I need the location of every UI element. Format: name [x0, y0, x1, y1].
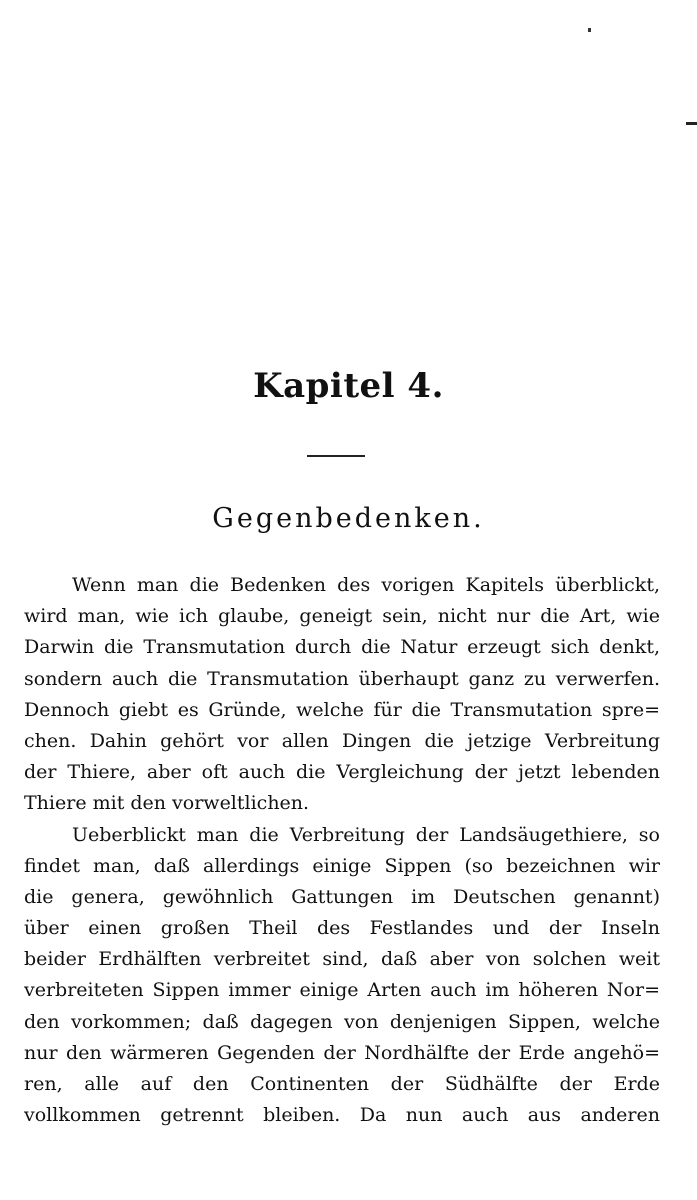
text-line: Dennoch giebt es Gründe, welche für die Transmutation spre= — [24, 698, 660, 721]
text-line: Thiere mit den vorweltlichen. — [24, 792, 310, 815]
text-line: nur den wärmeren Gegenden der Nordhälfte der Erde angehö= — [24, 1041, 660, 1064]
scan-edge-mark — [686, 122, 697, 125]
text-line: Wenn man die Bedenken des vorigen Kapitels überblickt, — [72, 574, 660, 596]
text-line: findet man, daß allerdings einige Sippen (so bezeichnen wir — [24, 854, 660, 877]
section-title: Gegenbedenken. — [212, 503, 485, 534]
text-line: Darwin die Transmutation durch die Natur erzeugt sich denkt, — [24, 636, 660, 659]
scan-speck — [588, 28, 591, 32]
text-line: vollkommen getrennt bleiben. Da nun auch aus anderen — [24, 1104, 660, 1127]
text-line: über einen großen Theil des Festlandes und der Inseln — [24, 917, 660, 940]
body-text — [24, 570, 660, 1131]
text-line: die genera, gewöhnlich Gattungen im Deutschen genannt) — [24, 885, 660, 908]
text-line: sondern auch die Transmutation überhaupt ganz zu verwerfen. — [24, 667, 660, 690]
text-line: verbreiteten Sippen immer einige Arten auch im höheren Nor= — [24, 979, 660, 1002]
text-line: der Thiere, aber oft auch die Vergleichung der jetzt lebenden — [24, 761, 660, 784]
title-divider-rule — [307, 455, 365, 457]
text-line: beider Erdhälften verbreitet sind, daß aber von solchen weit — [24, 948, 660, 971]
text-line: den vorkommen; daß dagegen von denjenigen Sippen, welche — [24, 1010, 660, 1033]
text-line: ren, alle auf den Continenten der Südhälfte der Erde — [24, 1073, 660, 1095]
chapter-title: Kapitel 4. — [253, 366, 444, 406]
text-line: chen. Dahin gehört vor allen Dingen die jetzige Verbreitung — [24, 729, 660, 752]
text-line: Ueberblickt man die Verbreitung der Landsäugethiere, so — [72, 823, 660, 846]
text-line: wird man, wie ich glaube, geneigt sein, nicht nur die Art, wie — [24, 605, 660, 628]
